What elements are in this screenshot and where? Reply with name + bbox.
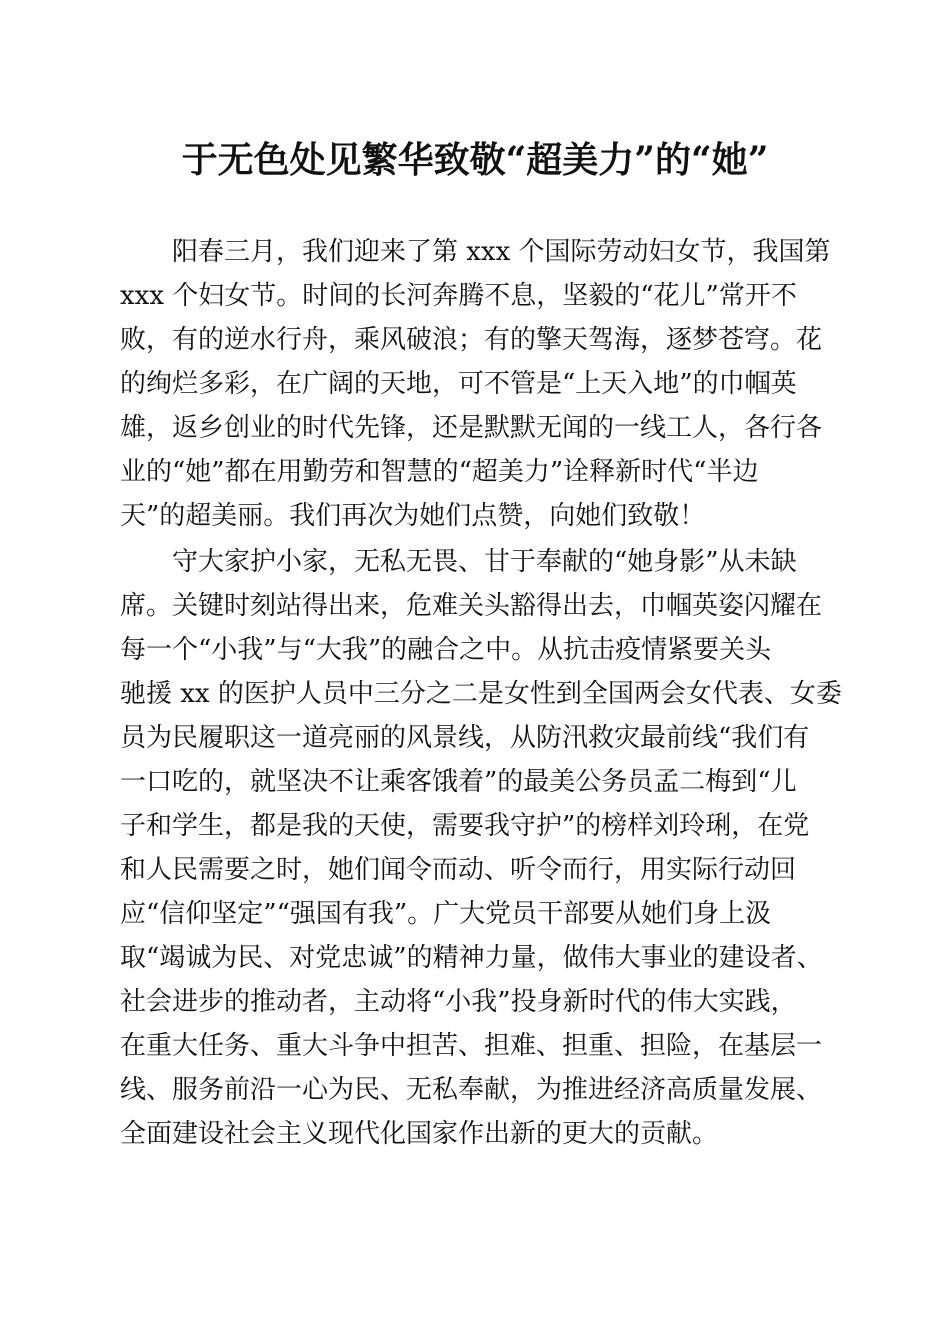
paragraph-line: 每一个“小我”与“大我”的融合之中。从抗击疫情紧要关头	[120, 635, 772, 665]
paragraph-line: 员为民履职这一道亮丽的风景线，从防汛救灾最前线“我们有	[120, 723, 810, 753]
paragraph-line: 驰援 xx 的医护人员中三分之二是女性到全国两会女代表、女委	[120, 679, 842, 709]
paragraph-line: 在重大任务、重大斗争中担苦、担难、担重、担险，在基层一	[120, 1031, 823, 1061]
paragraph-line: xxx 个妇女节。时间的长河奔腾不息，坚毅的“花儿”常开不	[120, 281, 797, 311]
paragraph-line: 业的“她”都在用勤劳和智慧的“超美力”诠释新时代“半边	[120, 457, 759, 487]
paragraph-line: 席。关键时刻站得出来，危难关头豁得出去，巾帼英姿闪耀在	[120, 591, 823, 621]
paragraph-line: 阳春三月，我们迎来了第 xxx 个国际劳动妇女节，我国第	[172, 237, 831, 267]
paragraph-line: 线、服务前沿一心为民、无私奉献，为推进经济高质量发展、	[120, 1075, 823, 1105]
paragraph-line: 子和学生，都是我的天使，需要我守护”的榜样刘玲琍，在党	[120, 811, 810, 841]
paragraph-line: 取“竭诚为民、对党忠诚”的精神力量，做伟大事业的建设者、	[120, 943, 823, 973]
paragraph-line: 社会进步的推动者，主动将“小我”投身新时代的伟大实践，	[120, 987, 797, 1017]
paragraph-line: 应“信仰坚定”“强国有我”。广大党员干部要从她们身上汲	[120, 899, 772, 929]
paragraph-line: 全面建设社会主义现代化国家作出新的更大的贡献。	[120, 1119, 719, 1149]
document-title: 于无色处见繁华致敬“超美力”的“她”	[181, 139, 769, 181]
paragraph-line: 败，有的逆水行舟，乘风破浪；有的擎天驾海，逐梦苍穹。花	[120, 325, 823, 355]
paragraph-line: 的绚烂多彩，在广阔的天地，可不管是“上天入地”的巾帼英	[120, 369, 797, 399]
paragraph-line: 一口吃的，就坚决不让乘客饿着”的最美公务员孟二梅到“儿	[120, 767, 797, 797]
paragraph-line: 天”的超美丽。我们再次为她们点赞，向她们致敬！	[120, 501, 706, 531]
paragraph-line: 守大家护小家，无私无畏、甘于奉献的“她身影”从未缺	[172, 547, 797, 577]
paragraph-line: 和人民需要之时，她们闻令而动、听令而行，用实际行动回	[120, 855, 797, 885]
paragraph-line: 雄，返乡创业的时代先锋，还是默默无闻的一线工人，各行各	[120, 413, 823, 443]
